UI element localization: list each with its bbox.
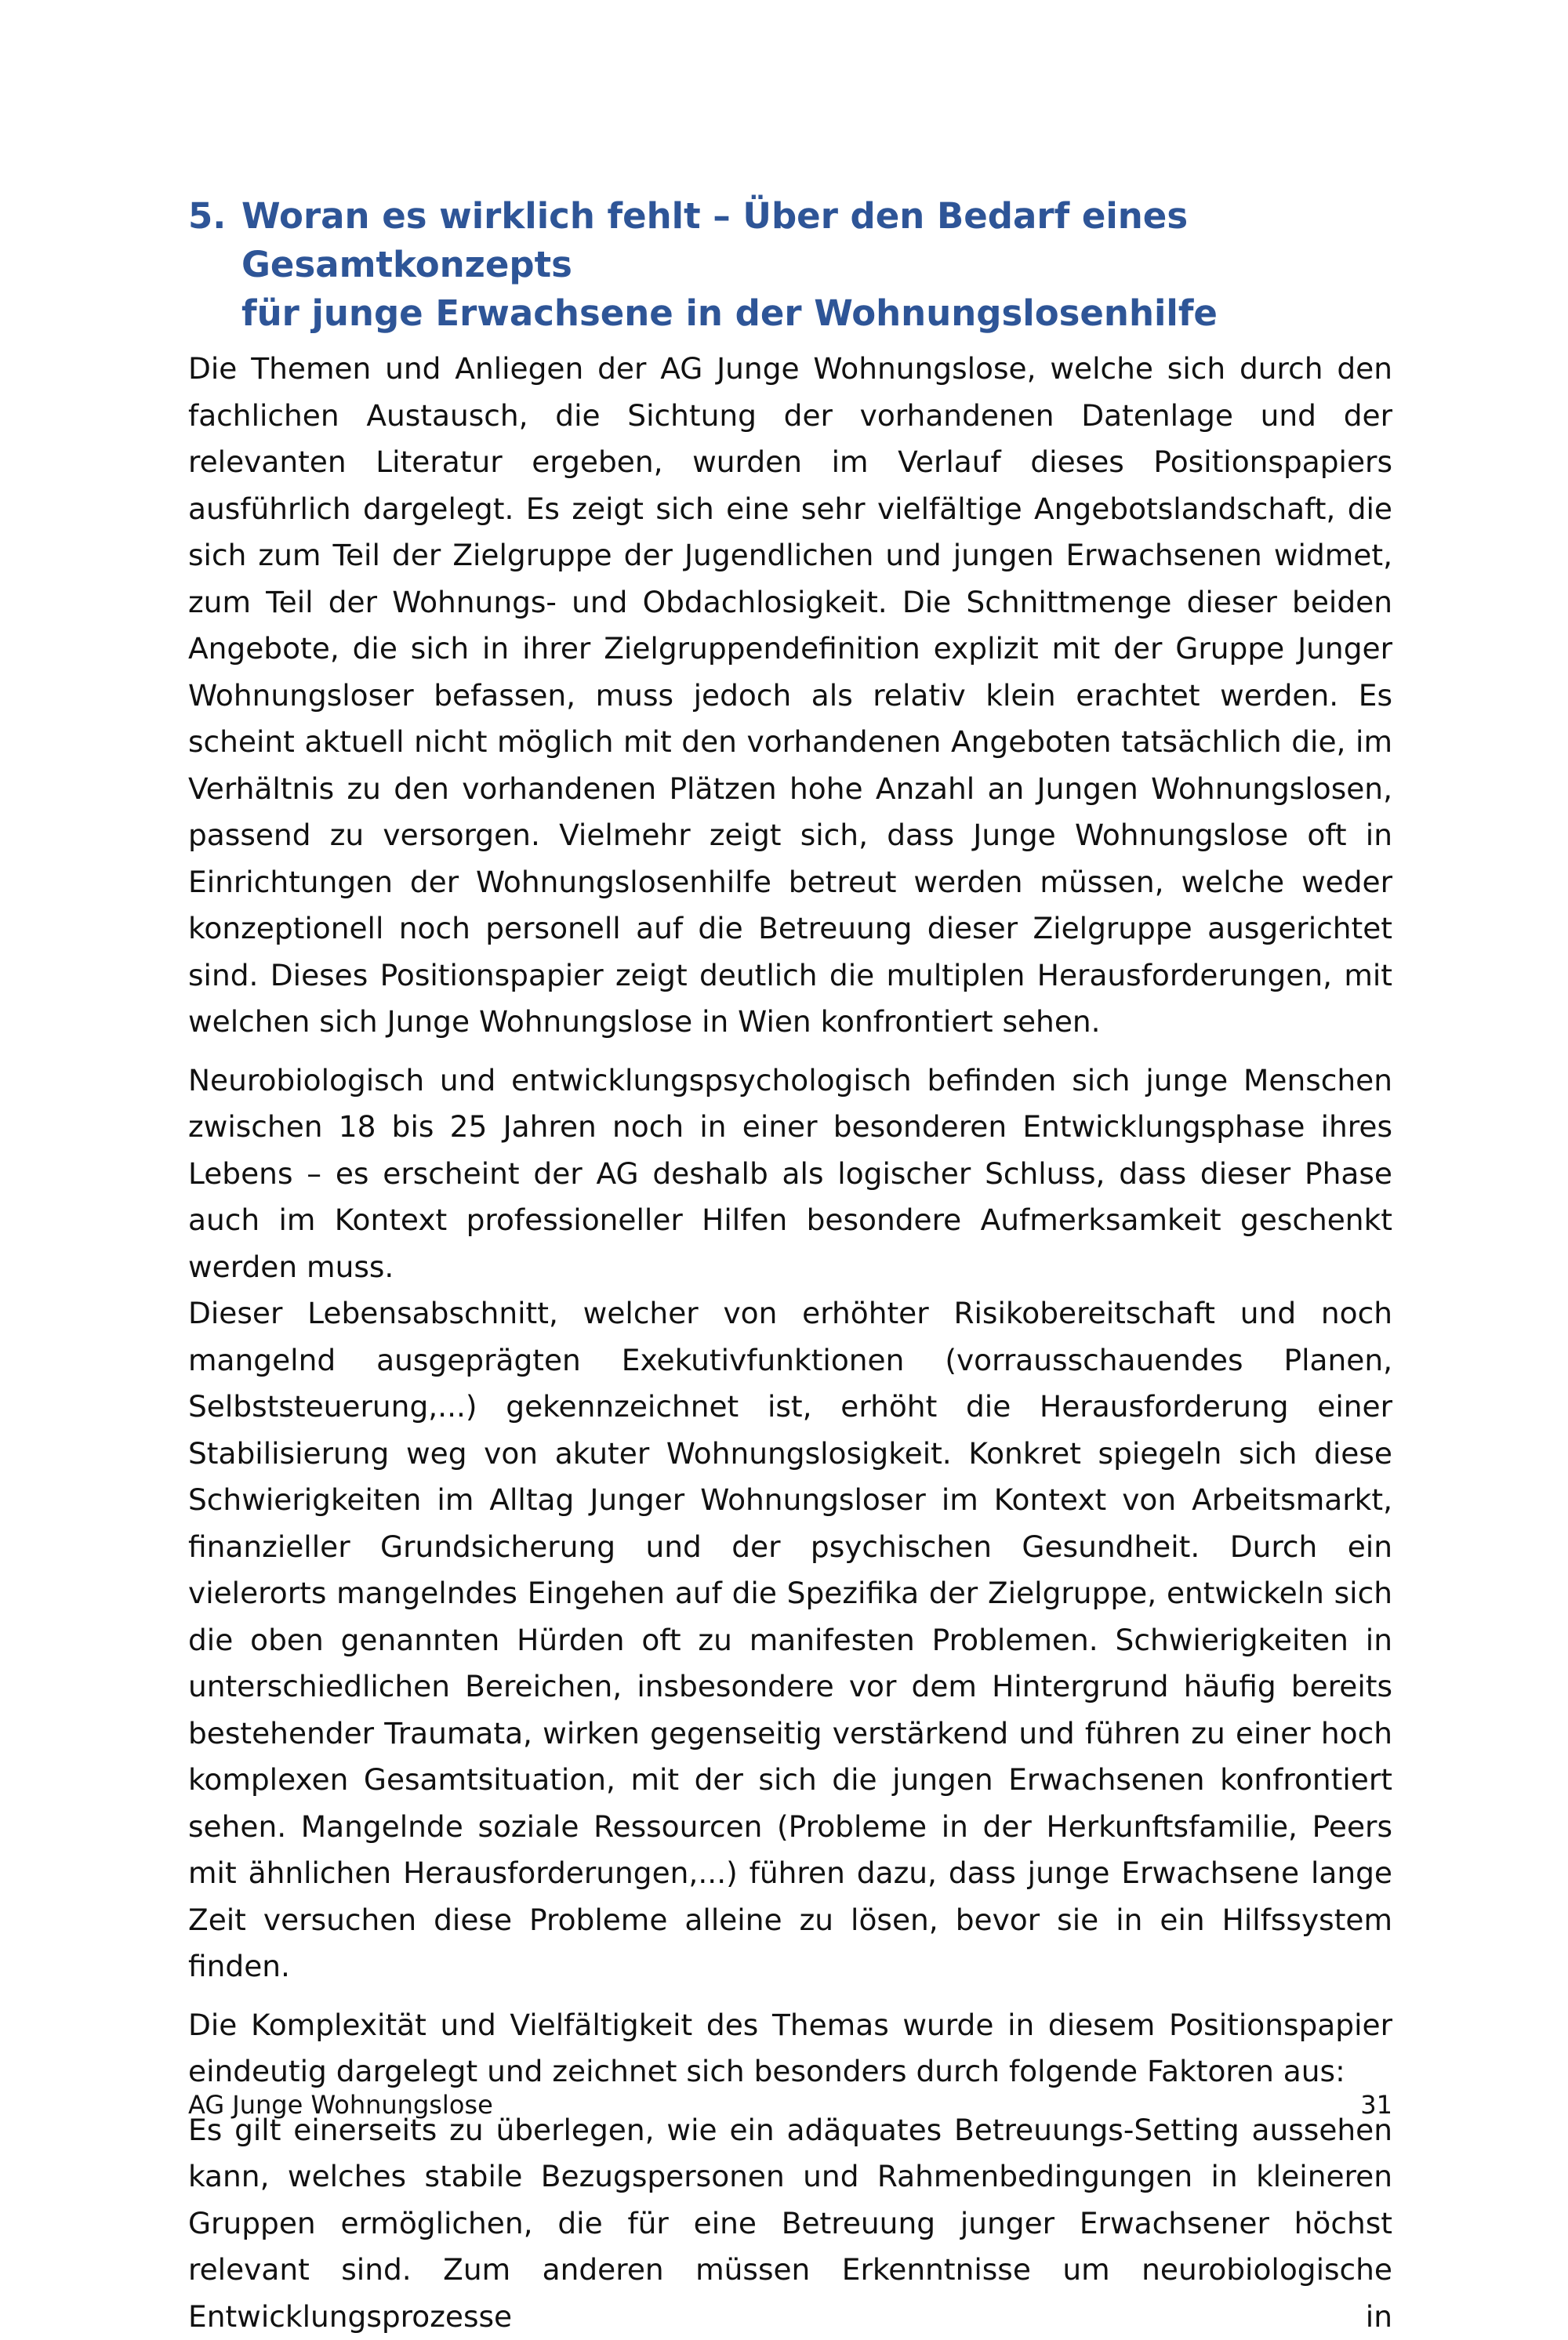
page-number: 31 xyxy=(1360,2089,1392,2121)
section-number: 5. xyxy=(188,192,241,338)
page-content xyxy=(188,192,1392,2340)
section-heading xyxy=(188,192,1392,338)
paragraph-4: Die Komplexität und Vielfältigkeit des Themas wurde in diesem Positionspapier eindeutig dargelegt und zeichnet sich besonders durch folgende Faktoren aus: xyxy=(188,2002,1392,2095)
footer-title: AG Junge Wohnungslose xyxy=(188,2089,493,2121)
paragraph-5: Es gilt einerseits zu überlegen, wie ein adäquates Betreuungs-Setting aussehen kann, welches stabile Bezugspersonen und Rahmenbedingungen in kleineren Gruppen ermöglichen, die für eine Betreuung junger Erwachsener höchst relevant sind. Zum anderen müssen Erkenntnisse um neurobiologische Entwicklungsprozesse in xyxy=(188,2107,1392,2340)
section-title-line-1: Woran es wirklich fehlt – Über den Bedarf eines Gesamtkonzepts xyxy=(241,192,1392,289)
section-title xyxy=(241,192,1392,338)
paragraph-1: Die Themen und Anliegen der AG Junge Wohnungslose, welche sich durch den fachlichen Austausch, die Sichtung der vorhandenen Datenlage und der relevanten Literatur ergeben, wurden im Verlauf dieses Positionspapiers ausführlich dargelegt. Es zeigt sich eine sehr vielfältige Angebotslandschaft, die sich zum Teil der Zielgruppe der Jugendlichen und jungen Erwachsenen widmet, zum Teil der Wohnungs- und Obdachlosigkeit. Die Schnittmenge dieser beiden Angebote, die sich in ihrer Zielgruppendefinition explizit mit der Gruppe Junger Wohnungsloser befassen, muss jedoch als relativ klein erachtet werden. Es scheint aktuell nicht möglich mit den vorhandenen Angeboten tatsächlich die, im Verhältnis zu den vorhandenen Plätzen hohe Anzahl an Jungen Wohnungslosen, passend zu versorgen. Vielmehr zeigt sich, dass Junge Wohnungslose oft in Einrichtungen der Wohnungslosenhilfe betreut werden müssen, welche weder konzeptionell noch personell auf die Betreuung dieser Zielgruppe ausgerichtet sind. Dieses Positionspapier zeigt deutlich die multiplen Herausforderungen, mit welchen sich Junge Wohnungslose in Wien konfrontiert sehen. xyxy=(188,346,1392,1046)
page-footer xyxy=(188,2089,1392,2121)
paragraph-2: Neurobiologisch und entwicklungspsychologisch befinden sich junge Menschen zwischen 18 bis 25 Jahren noch in einer besonderen Entwicklungsphase ihres Lebens – es erscheint der AG deshalb als logischer Schluss, dass dieser Phase auch im Kontext professioneller Hilfen besondere Aufmerksamkeit geschenkt werden muss. xyxy=(188,1058,1392,1291)
section-title-line-2: für junge Erwachsene in der Wohnungslosenhilfe xyxy=(241,289,1392,338)
paragraph-3: Dieser Lebensabschnitt, welcher von erhöhter Risikobereitschaft und noch mangelnd ausgeprägten Exekutivfunktionen (vorrausschauendes Planen, Selbststeuerung,...) gekennzeichnet ist, erhöht die Herausforderung einer Stabilisierung weg von akuter Wohnungslosigkeit. Konkret spiegeln sich diese Schwierigkeiten im Alltag Junger Wohnungsloser im Kontext von Arbeitsmarkt, finanzieller Grundsicherung und der psychischen Gesundheit. Durch ein vielerorts mangelndes Eingehen auf die Spezifika der Zielgruppe, entwickeln sich die oben genannten Hürden oft zu manifesten Problemen. Schwierigkeiten in unterschiedlichen Bereichen, insbesondere vor dem Hintergrund häufig bereits bestehender Traumata, wirken gegenseitig verstärkend und führen zu einer hoch komplexen Gesamtsituation, mit der sich die jungen Erwachsenen konfrontiert sehen. Mangelnde soziale Ressourcen (Probleme in der Herkunftsfamilie, Peers mit ähnlichen Herausforderungen,...) führen dazu, dass junge Erwachsene lange Zeit versuchen diese Probleme alleine zu lösen, bevor sie in ein Hilfssystem finden. xyxy=(188,1290,1392,1990)
